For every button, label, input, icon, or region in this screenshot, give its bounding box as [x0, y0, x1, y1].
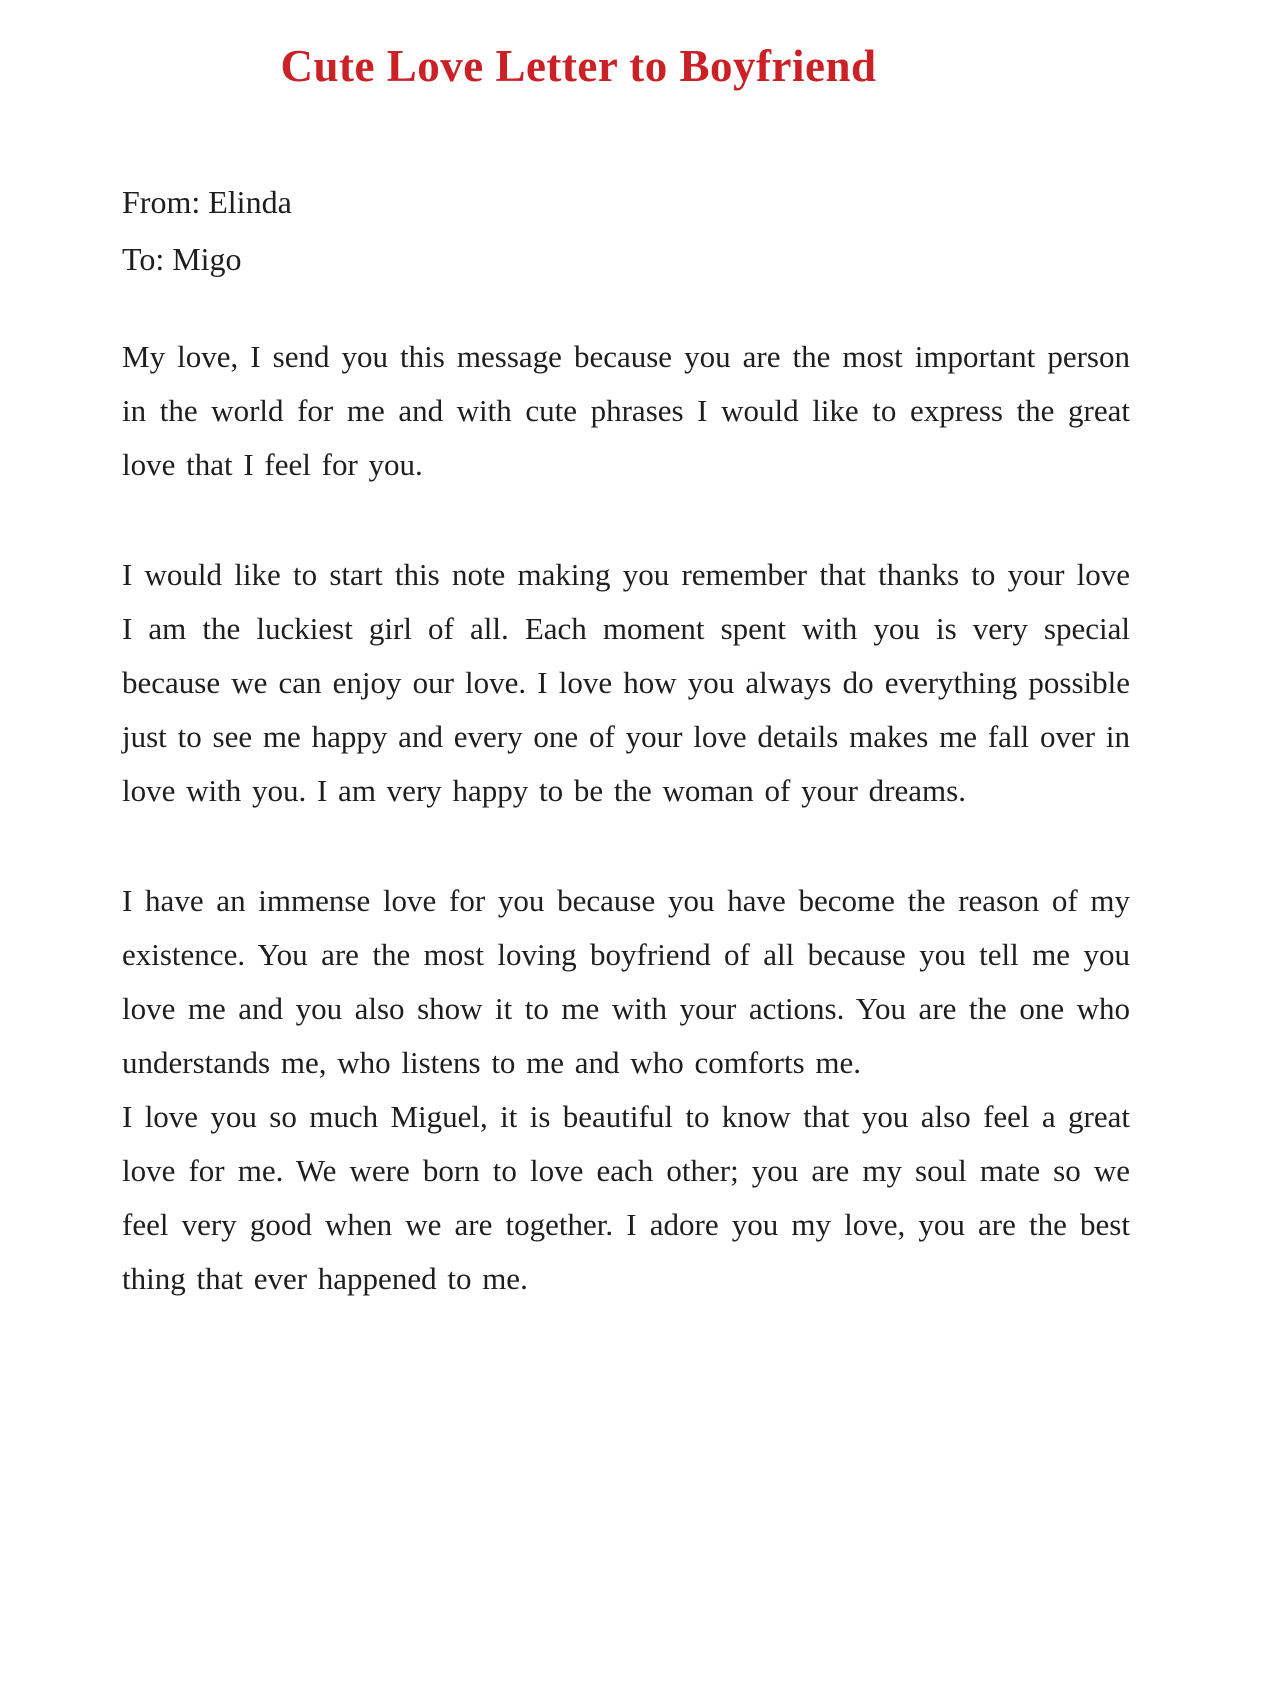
letter-paragraph: I love you so much Miguel, it is beautiful to know that you also feel a great love for me. We were born to love each other; you are my soul mate so we feel very good when we are together. I adore you my love, you are the best thing that ever happened to me. — [122, 1099, 1130, 1296]
letter-paragraph: I would like to start this note making you remember that thanks to your love I am the luckiest girl of all. Each moment spent with you is very special because we can enjoy our love. I love how you always do everything possible just to see me happy and every one of your love details makes me fall over in love with you. I am very happy to be the woman of your dreams. — [122, 557, 1130, 808]
letter-meta — [122, 174, 1272, 288]
letter-paragraph: I have an immense love for you because you have become the reason of my existence. You are the most loving boyfriend of all because you tell me you love me and you also show it to me with your actions. You are the one who understands me, who listens to me and who comforts me. — [122, 883, 1130, 1080]
letter-paragraph: My love, I send you this message because you are the most important person in the world for me and with cute phrases I would like to express the great love that I feel for you. — [122, 339, 1130, 482]
letter-body — [122, 330, 1130, 1306]
letter-title: Cute Love Letter to Boyfriend — [280, 41, 877, 91]
letter-from-line: From: Elinda — [122, 184, 292, 220]
letter-to-line: To: Migo — [122, 241, 242, 277]
